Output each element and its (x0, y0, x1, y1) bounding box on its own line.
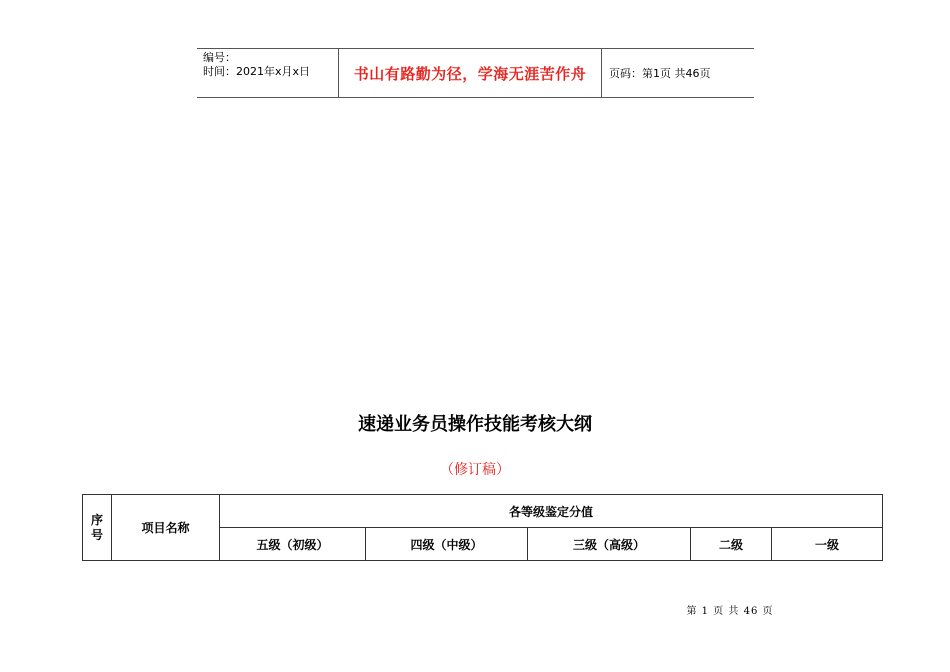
header-meta (197, 49, 338, 97)
level-header: 四级（中级） (366, 528, 528, 561)
name-header: 项目名称 (112, 495, 220, 561)
level-header: 二级 (691, 528, 772, 561)
level-header: 三级（高级） (528, 528, 691, 561)
level-header: 五级（初级） (220, 528, 366, 561)
table-header-row (83, 495, 883, 528)
scores-header: 各等级鉴定分值 (220, 495, 883, 528)
page-footer: 第 1 页 共 46 页 (686, 606, 774, 617)
header-motto: 书山有路勤为径，学海无涯苦作舟 (338, 49, 602, 97)
page-header (197, 48, 754, 98)
document-title: 速递业务员操作技能考核大纲 (358, 414, 592, 435)
document-subtitle: （修订稿） (440, 462, 510, 478)
number-label: 编号： (203, 51, 236, 64)
level-header: 一级 (772, 528, 883, 561)
header-page-info: 页码：第1页 共46页 (609, 67, 711, 80)
seq-header (83, 495, 112, 561)
seq-header-label: 序号 (90, 512, 103, 542)
grade-table (82, 494, 883, 561)
time-label: 时间：2021年x月x日 (203, 65, 311, 78)
